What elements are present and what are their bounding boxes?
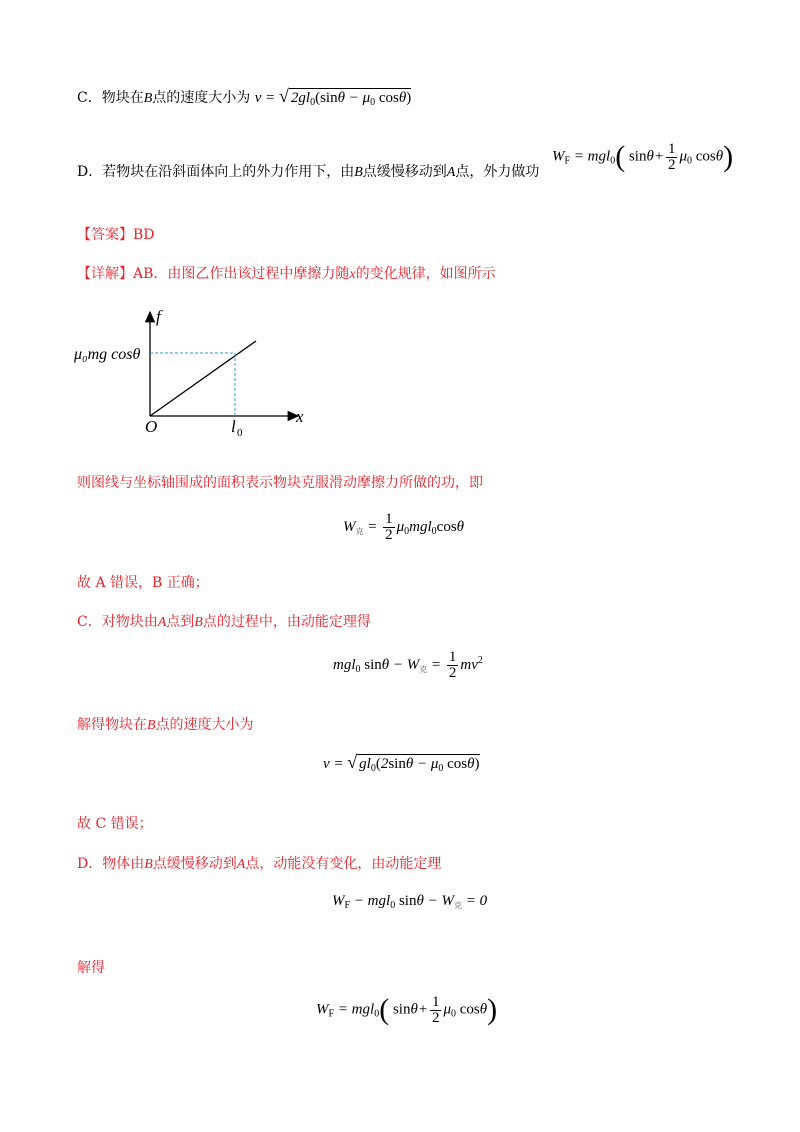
para-c <box>77 611 371 631</box>
para-c-var-a: A <box>157 615 167 630</box>
y-axis-label: f <box>156 307 161 326</box>
formula-work-friction: $W_克$ = $\frac{1}{2}$ $\mu_0mgl_0\cos\theta$ <box>343 511 465 543</box>
formula-energy-d: $W_F - mgl_0$ $\sin\theta - W_克 = 0$ <box>332 893 488 911</box>
origin-label: O <box>145 417 158 436</box>
para-d-suffix: 点，动能没有变化，由动能定理 <box>245 856 442 872</box>
y-tick-label: μ₀mg cosθ <box>74 346 141 363</box>
option-c <box>77 86 411 108</box>
friction-graph <box>60 300 320 440</box>
option-d-label: D．若物块在沿斜面体向上的外力作用下，由 <box>77 164 355 180</box>
detail-prefix: 【详解】AB．由图乙作出该过程中摩擦力随 <box>77 266 350 282</box>
para-area: 则图线与坐标轴围成的面积表示物块克服滑动摩擦力所做的功，即 <box>77 475 483 491</box>
option-d-var-b: B <box>354 165 363 180</box>
option-c-var-b: B <box>143 91 153 106</box>
para-c-prefix: C．对物块由 <box>77 614 158 630</box>
para-c-suffix: 点的过程中，由动能定理得 <box>202 614 371 630</box>
detail-var-x: x <box>349 267 356 282</box>
formula-work-force: $W_F = mgl_0$( sinθ+ $\frac{1}{2}$ $\mu_0$ cosθ) <box>316 993 498 1026</box>
detail-ab <box>77 263 496 283</box>
answer: 【答案】BD <box>77 227 155 243</box>
para-c-var-b: B <box>194 615 203 630</box>
option-d-rest: 点，外力做功 <box>455 164 540 180</box>
option-d-mid: 点缓慢移动到 <box>362 164 447 180</box>
para-solve-d: 解得 <box>77 960 105 976</box>
para-d-prefix: D．物体由 <box>77 856 145 872</box>
option-d <box>77 161 539 181</box>
para-solve-c-var-b: B <box>147 718 156 733</box>
formula-velocity-b: v = √ $gl_0(2\sin\theta - \mu_0$ cosθ) <box>323 752 480 774</box>
option-c-rest: 点的速度大小为 <box>152 90 251 106</box>
para-solve-c <box>77 714 254 734</box>
friction-line <box>150 341 256 416</box>
detail-suffix: 的变化规律，如图所示 <box>355 266 496 282</box>
x-tick-sub: 0 <box>237 427 243 439</box>
para-solve-c-suffix: 点的速度大小为 <box>155 717 254 733</box>
para-conclusion-c: 故 C 错误； <box>77 816 153 832</box>
option-c-formula: v = √ $2gl_0(\sin\theta - \mu_0$ cosθ) <box>254 86 412 108</box>
para-d <box>77 853 441 873</box>
option-d-var-a: A <box>446 165 456 180</box>
formula-energy-c: mgl$_0$ $\sin\theta - W_克$ = $\frac{1}{2}$ $mv^2$ <box>333 649 483 681</box>
para-conclusion-ab: 故 A 错误，B 正确； <box>77 575 209 591</box>
para-solve-c-prefix: 解得物块在 <box>77 717 147 733</box>
option-c-label: C．物块在 <box>77 90 144 106</box>
para-d-var-a: A <box>236 857 246 872</box>
para-d-var-b: B <box>144 857 153 872</box>
para-d-mid: 点缓慢移动到 <box>152 856 237 872</box>
x-tick-label: l <box>231 417 236 436</box>
para-c-mid: 点到 <box>166 614 195 630</box>
option-d-formula: $W_F = mgl_0$( sinθ+ $\frac{1}{2}$ $\mu_0$ cosθ) <box>552 140 734 173</box>
x-axis-label: x <box>296 407 304 426</box>
